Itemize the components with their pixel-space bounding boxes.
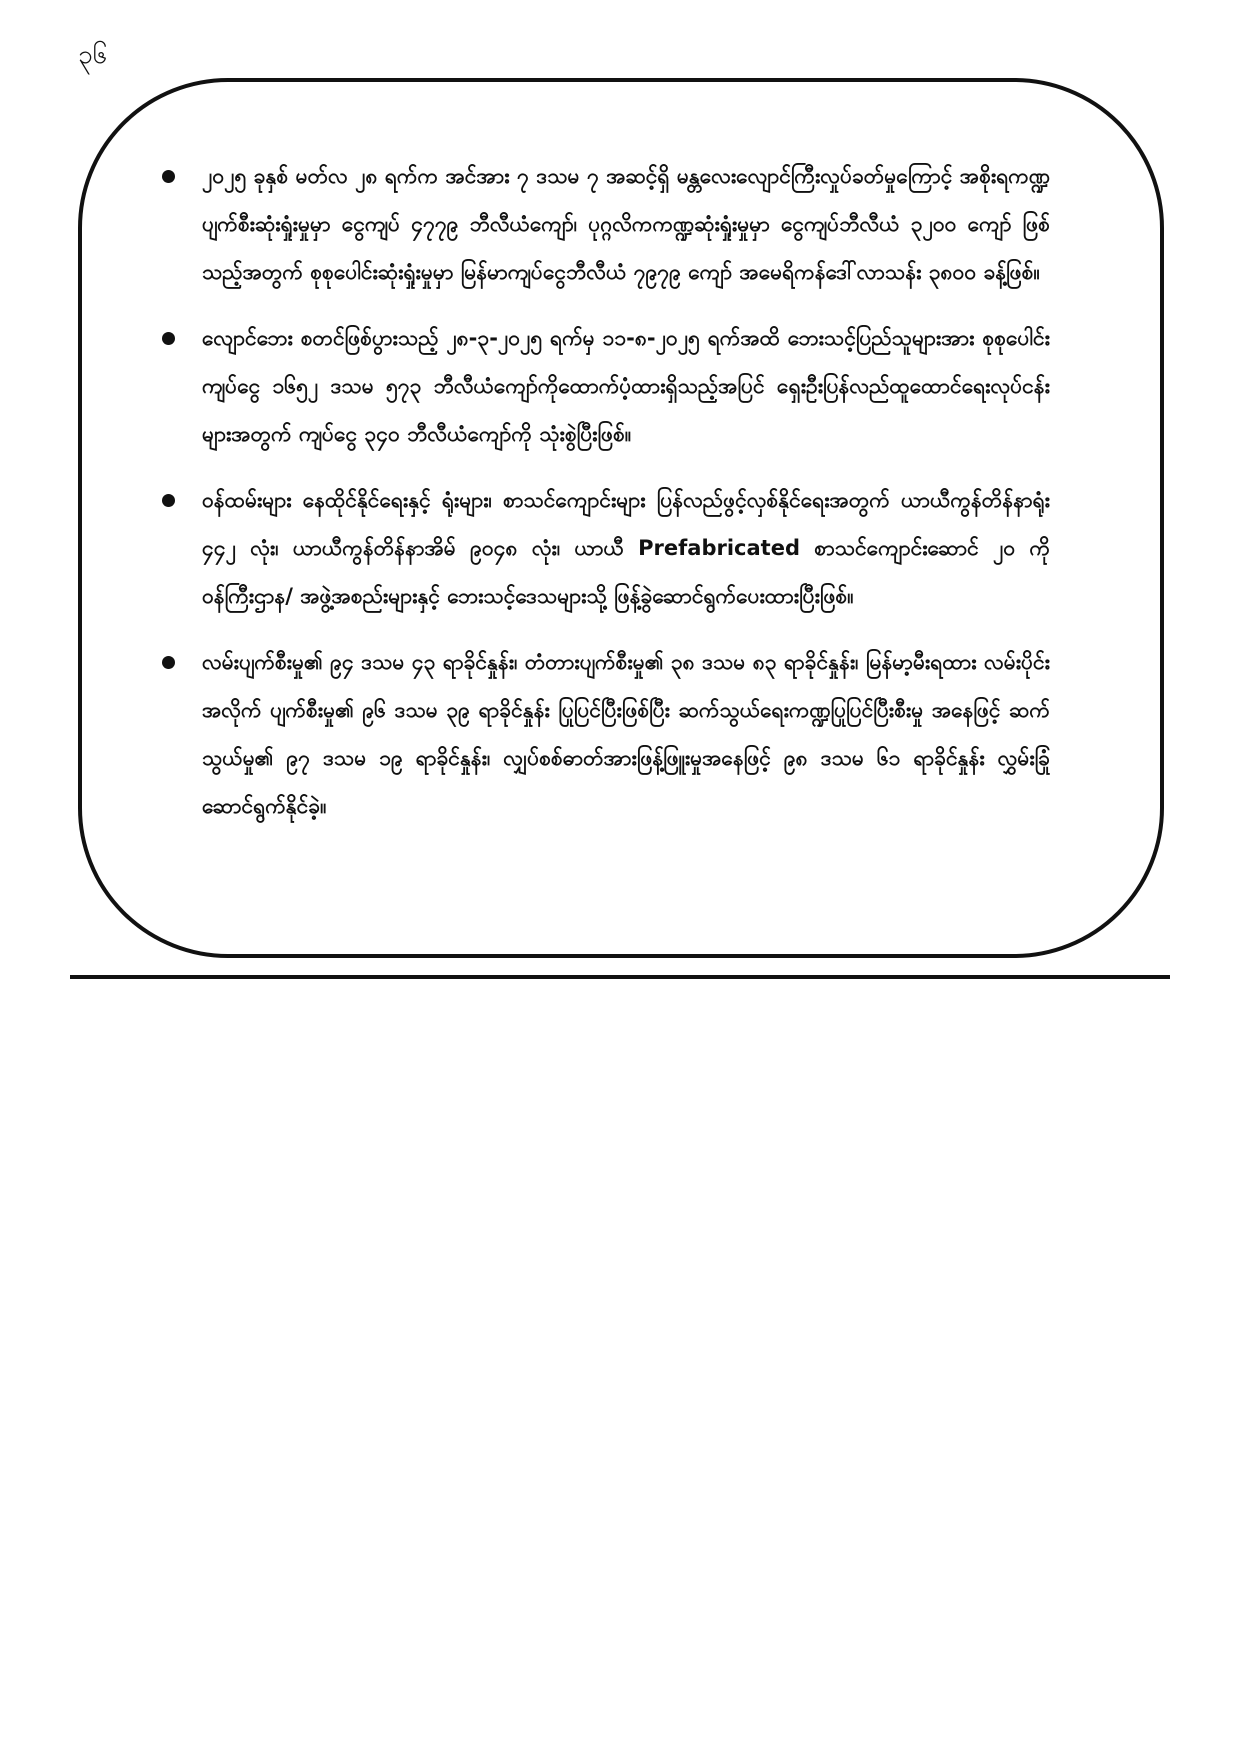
bullet-icon — [162, 656, 175, 669]
horizontal-divider — [70, 975, 1170, 979]
bullet-text: လမ်းပျက်စီးမှု၏ ၉၄ ဒသမ ၄၃ ရာခိုင်နှုန်း၊ တံတားပျက်စီးမှု၏ ၃၈ ဒသမ ၈၃ ရာခိုင်နှုန်း၊ မြန်မာ့မီးရထား လမ်းပိုင်းအလိုက် ပျက်စီးမှု၏ ၉၆ ဒသမ ၃၉ ရာခိုင်နှုန်း ပြုပြင်ပြီးဖြစ်ပြီး ဆက်သွယ်ရေးကဏ္ဍပြုပြင်ပြီးစီးမှု အနေဖြင့် ဆက်သွယ်မှု၏ ၉၇ ဒသမ ၁၉ ရာခိုင်နှုန်း၊ လျှပ်စစ်ဓာတ်အားဖြန့်ဖြူးမှုအနေဖြင့် ၉၈ ဒသမ ၆၁ ရာခိုင်နှုန်း လွှမ်းခြုံဆောင်ရွက်နိုင်ခဲ့။ — [202, 650, 1050, 818]
list-item — [162, 638, 1050, 830]
list-item — [162, 152, 1050, 296]
bullet-text: ၂၀၂၅ ခုနှစ် မတ်လ ၂၈ ရက်က အင်အား ၇ ဒသမ ၇ အဆင့်ရှိ မန္တလေးလျောင်ကြီးလှုပ်ခတ်မှုကြောင့် အစိုးရကဏ္ဍ ပျက်စီးဆုံးရှုံးမှုမှာ ငွေကျပ် ၄၇၇၉ ဘီလီယံကျော်၊ ပုဂ္ဂလိကကဏ္ဍဆုံးရှုံးမှုမှာ ငွေကျပ်ဘီလီယံ ၃၂၀၀ ကျော် ဖြစ်သည့်အတွက် စုစုပေါင်းဆုံးရှုံးမှုမှာ မြန်မာကျပ်ငွေဘီလီယံ ၇၉၇၉ ကျော် အမေရိကန်ဒေါ်လာသန်း ၃၈၀၀ ခန့်ဖြစ်။ — [202, 164, 1050, 284]
bullet-text: လျောင်ဘေး စတင်ဖြစ်ပွားသည့် ၂၈-၃-၂၀၂၅ ရက်မှ ၁၁-၈-၂၀၂၅ ရက်အထိ ဘေးသင့်ပြည်သူများအား စုစုပေါင်း ကျပ်ငွေ ၁၆၅၂ ဒသမ ၅၇၃ ဘီလီယံကျော်ကိုထောက်ပံ့ထားရှိသည့်အပြင် ရှေးဦးပြန်လည်ထူထောင်ရေးလုပ်ငန်း များအတွက် ကျပ်ငွေ ၃၄၀ ဘီလီယံကျော်ကို သုံးစွဲပြီးဖြစ်။ — [202, 326, 1050, 446]
summary-box — [78, 78, 1164, 958]
bullet-list — [162, 152, 1050, 830]
list-item — [162, 476, 1050, 620]
bullet-icon — [162, 494, 175, 507]
bullet-icon — [162, 170, 175, 183]
list-item — [162, 314, 1050, 458]
bullet-text: ဝန်ထမ်းများ နေထိုင်နိုင်ရေးနှင့် ရုံးများ၊ စာသင်ကျောင်းများ ပြန်လည်ဖွင့်လှစ်နိုင်ရေးအတွက် ယာယီကွန်တိန်နာရုံး ၄၄၂ လုံး၊ ယာယီကွန်တိန်နာအိမ် ၉၀၄၈ လုံး၊ ယာယီ Prefabricated စာသင်ကျောင်းဆောင် ၂၀ ကို ဝန်ကြီးဌာန/ အဖွဲ့အစည်းများနှင့် ဘေးသင့်ဒေသများသို့ ဖြန့်ခွဲဆောင်ရွက်ပေးထားပြီးဖြစ်။ — [202, 488, 1050, 608]
page-number: ၃၆ — [78, 40, 108, 70]
bullet-icon — [162, 332, 175, 345]
